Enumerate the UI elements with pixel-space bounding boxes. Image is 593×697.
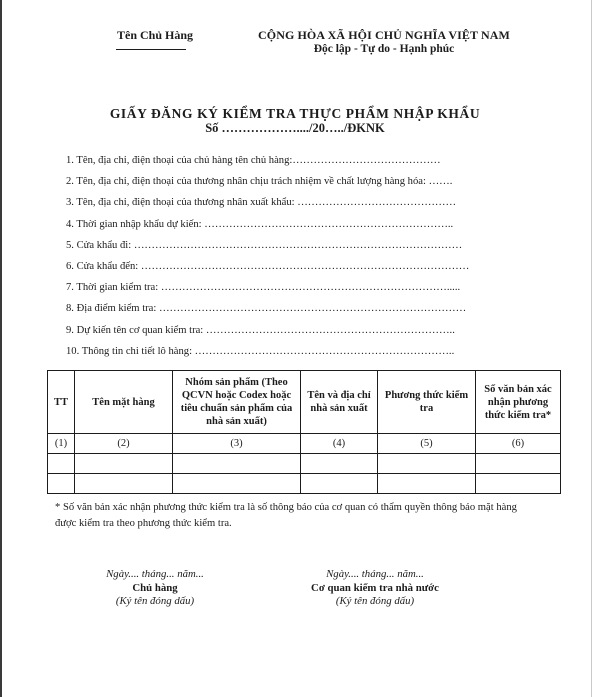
owner-signature-block (90, 568, 220, 609)
document-number: Số ………………..../20…../ĐKNK (205, 121, 385, 135)
page-edge-left (0, 0, 2, 697)
owner-name: Tên Chủ Hàng (116, 28, 194, 42)
index-cell: (3) (173, 434, 301, 454)
header-tt: TT (48, 371, 75, 434)
info-list (66, 150, 536, 362)
owner-underline (116, 49, 186, 50)
info-item-inspection-place: 8. Địa điểm kiểm tra: …………………………………………………………………………… (66, 303, 467, 315)
agency-signature-block (290, 568, 460, 609)
info-item-quality-trader: 2. Tên, địa chỉ, điện thoại của thương nhân chịu trách nhiệm về chất lượng hàng hóa: ……. (66, 176, 453, 188)
header-item-name: Tên mặt hàng (75, 371, 173, 434)
table-cell (75, 454, 173, 474)
table-header-row (48, 371, 561, 434)
agency-signature-date: Ngày.... tháng... năm... (326, 568, 424, 580)
info-item-inspection-time: 7. Thời gian kiểm tra: ………………………………………………………………………..... (66, 282, 461, 294)
footnote: * Số văn bản xác nhận phương thức kiểm tra là số thông báo của cơ quan có thẩm quyền thông báo mặt hàng được kiểm tra theo phương thức kiểm tra. (55, 502, 517, 529)
index-cell: (4) (301, 434, 378, 454)
agency-signature-role: Cơ quan kiểm tra nhà nước (311, 581, 439, 594)
info-item-import-time: 4. Thời gian nhập khẩu dự kiến: …………………………………………………………….. (66, 218, 454, 230)
table-cell (173, 454, 301, 474)
header-manufacturer: Tên và địa chỉ nhà sản xuất (301, 371, 378, 434)
header-inspection-method: Phương thức kiểm tra (378, 371, 476, 434)
goods-table (47, 370, 561, 494)
table-row (48, 454, 561, 474)
table-cell (75, 474, 173, 494)
index-cell: (2) (75, 434, 173, 454)
header-confirmation-number: Số văn bản xác nhận phương thức kiểm tra* (476, 371, 561, 434)
document-title: GIẤY ĐĂNG KÝ KIỂM TRA THỰC PHẨM NHẬP KHẨU (109, 106, 481, 121)
info-item-arrival-gate: 6. Cửa khẩu đến: ………………………………………………………………………………… (66, 261, 470, 273)
table-cell (301, 454, 378, 474)
index-cell: (1) (48, 434, 75, 454)
table-cell (476, 474, 561, 494)
owner-signature-note: (Ký tên đóng dấu) (115, 595, 195, 607)
table-cell (173, 474, 301, 494)
header-product-group: Nhóm sản phẩm (Theo QCVN hoặc Codex hoặc tiêu chuẩn sản phẩm của nhà sản xuất) (173, 371, 301, 434)
index-cell: (5) (378, 434, 476, 454)
info-item-exporter: 3. Tên, địa chỉ, điện thoại của thương nhân xuất khẩu: ……………………………………… (66, 197, 457, 209)
info-item-shipment-details: 10. Thông tin chi tiết lô hàng: ……………………………………………………………….. (66, 345, 455, 357)
info-item-owner: 1. Tên, địa chỉ, điện thoại của chủ hàng tên chủ hàng:…………………………………… (66, 155, 441, 166)
table-row (48, 474, 561, 494)
table-cell (48, 454, 75, 474)
table-cell (48, 474, 75, 494)
owner-signature-role: Chủ hàng (132, 581, 178, 594)
table-cell (301, 474, 378, 494)
table-cell (476, 454, 561, 474)
owner-signature-date: Ngày.... tháng... năm... (106, 568, 204, 580)
table-index-row (48, 434, 561, 454)
nation-heading: CỘNG HÒA XÃ HỘI CHỦ NGHĨA VIỆT NAM (258, 28, 510, 42)
national-motto: Độc lập - Tự do - Hạnh phúc (313, 43, 455, 55)
page-edge-right (591, 0, 592, 697)
table-cell (378, 454, 476, 474)
table-cell (378, 474, 476, 494)
agency-signature-note: (Ký tên đóng dấu) (335, 595, 415, 607)
info-item-inspection-agency: 9. Dự kiến tên cơ quan kiểm tra: …………………………………………………………….. (66, 324, 455, 336)
info-item-departure-gate: 5. Cửa khẩu đi: ………………………………………………………………………………… (66, 239, 463, 251)
index-cell: (6) (476, 434, 561, 454)
